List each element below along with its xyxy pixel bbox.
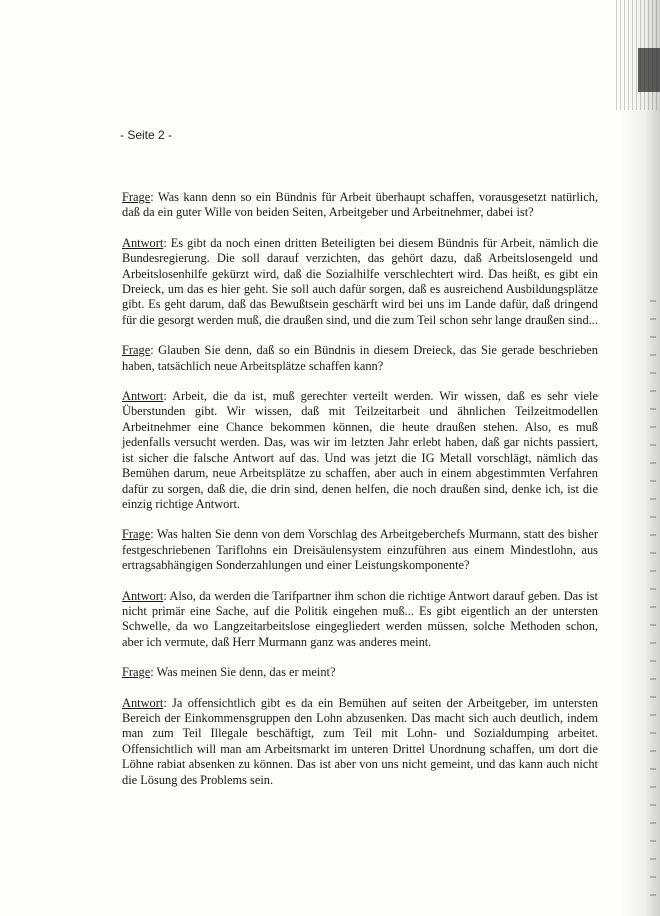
speaker-label: Antwort xyxy=(122,235,164,250)
question-2 xyxy=(122,343,598,374)
speaker-label: Frage xyxy=(122,665,151,680)
question-4 xyxy=(122,665,598,680)
question-text: : Was kann denn so ein Bündnis für Arbeit überhaupt schaffen, vorausgesetzt natürlich, daß da ein guter Wille von beiden Seiten, Arbeitgeber und Arbeitnehmer, dabei ist? xyxy=(122,190,598,220)
question-text: : Glauben Sie denn, daß so ein Bündnis in diesem Dreieck, das Sie gerade beschrieben haben, tatsächlich neue Arbeitsplätze schaffen kann? xyxy=(122,343,598,373)
page-number: - Seite 2 - xyxy=(120,128,173,142)
answer-text: : Es gibt da noch einen dritten Beteiligten bei diesem Bündnis für Arbeit, nämlich die Bundesregierung. Die soll darauf verzichten, das gehört dazu, daß Arbeitslosengeld und Arbeitslosenhilfe gekürzt wird, daß die Sozialhilfe verschlechtert wird. Das heißt, es gibt ein Dreieck, um das es hier geht. Sie soll auch dafür sorgen, daß es ausreichend Ausbildungsplätze gibt. Es geht darum, daß das Bewußtsein geschärft wird bei uns im Lande dafür, daß dringend für die gesorgt werden muß, die draußen sind, und die zum Teil schon sehr lange draußen sind... xyxy=(122,235,598,327)
answer-1 xyxy=(122,236,598,328)
question-3 xyxy=(122,527,598,573)
answer-text: : Also, da werden die Tarifpartner ihm schon die richtige Antwort darauf geben. Das ist nicht primär eine Sache, auf die Politik eingehen muß... Es gibt eigentlich an der untersten Schwelle, da wo Langzeitarbeitslose eingegliedert werden müssen, solche Methoden schon, aber ich vermute, daß Herr Murmann ganz was anderes meint. xyxy=(122,588,598,649)
answer-text: : Ja offensichtlich gibt es da ein Bemühen auf seiten der Arbeitgeber, im untersten Bereich der Einkommensgruppen den Lohn abzusenken. Das macht sich auch deutlich, indem man zum Teil Illegale beschäftigt, zum Teil mit Lohn- und Sozialdumping arbeitet. Offensichtlich will man am Arbeitsmarkt im unteren Drittel Unordnung schaffen, um dort die Löhne rabiat absenken zu können. Das ist aber von uns nicht gemeint, und das kann auch nicht die Lösung des Problems sein. xyxy=(122,695,598,787)
speaker-label: Frage xyxy=(122,527,151,542)
speaker-label: Antwort xyxy=(122,695,164,710)
answer-4 xyxy=(122,696,598,788)
answer-2 xyxy=(122,389,598,512)
scan-specks xyxy=(650,300,656,900)
answer-3 xyxy=(122,589,598,651)
speaker-label: Antwort xyxy=(122,588,164,603)
scan-clip-mark xyxy=(638,48,660,92)
question-1 xyxy=(122,190,598,221)
answer-text: : Arbeit, die da ist, muß gerechter verteilt werden. Wir wissen, daß es sehr viele Überstunden gibt. Wir wissen, daß mit Teilzeitarbeit und ähnlichen Teilzeitmodellen Arbeitnehmer eine Chance bekommen können, die heute draußen stehen. Also, es muß jedenfalls versucht werden. Das, was wir im letzten Jahr erlebt haben, daß gar nichts passiert, ist sicher die falsche Antwort auf das. Und was jetzt die IG Metall vorschlägt, nämlich das Bemühen darum, neue Arbeitsplätze zu schaffen, aber auch in einem abgestimmten Verfahren dafür zu sorgen, daß die, die drin sind, denen helfen, die noch draußen sind, denke ich, ist die einzig richtige Antwort. xyxy=(122,389,598,511)
question-text: : Was meinen Sie denn, das er meint? xyxy=(150,665,336,680)
speaker-label: Frage xyxy=(122,343,151,358)
question-text: : Was halten Sie denn von dem Vorschlag des Arbeitgeberchefs Murmann, statt des bisher festgeschriebenen Tariflohns ein Dreisäulensystem einzuführen aus einem Mindestlohn, aus ertragsabhängigen Sonderzahlungen und einer Leistungskomponente? xyxy=(122,527,598,573)
speaker-label: Frage xyxy=(122,190,151,204)
interview-transcript xyxy=(122,190,598,788)
speaker-label: Antwort xyxy=(122,389,164,404)
